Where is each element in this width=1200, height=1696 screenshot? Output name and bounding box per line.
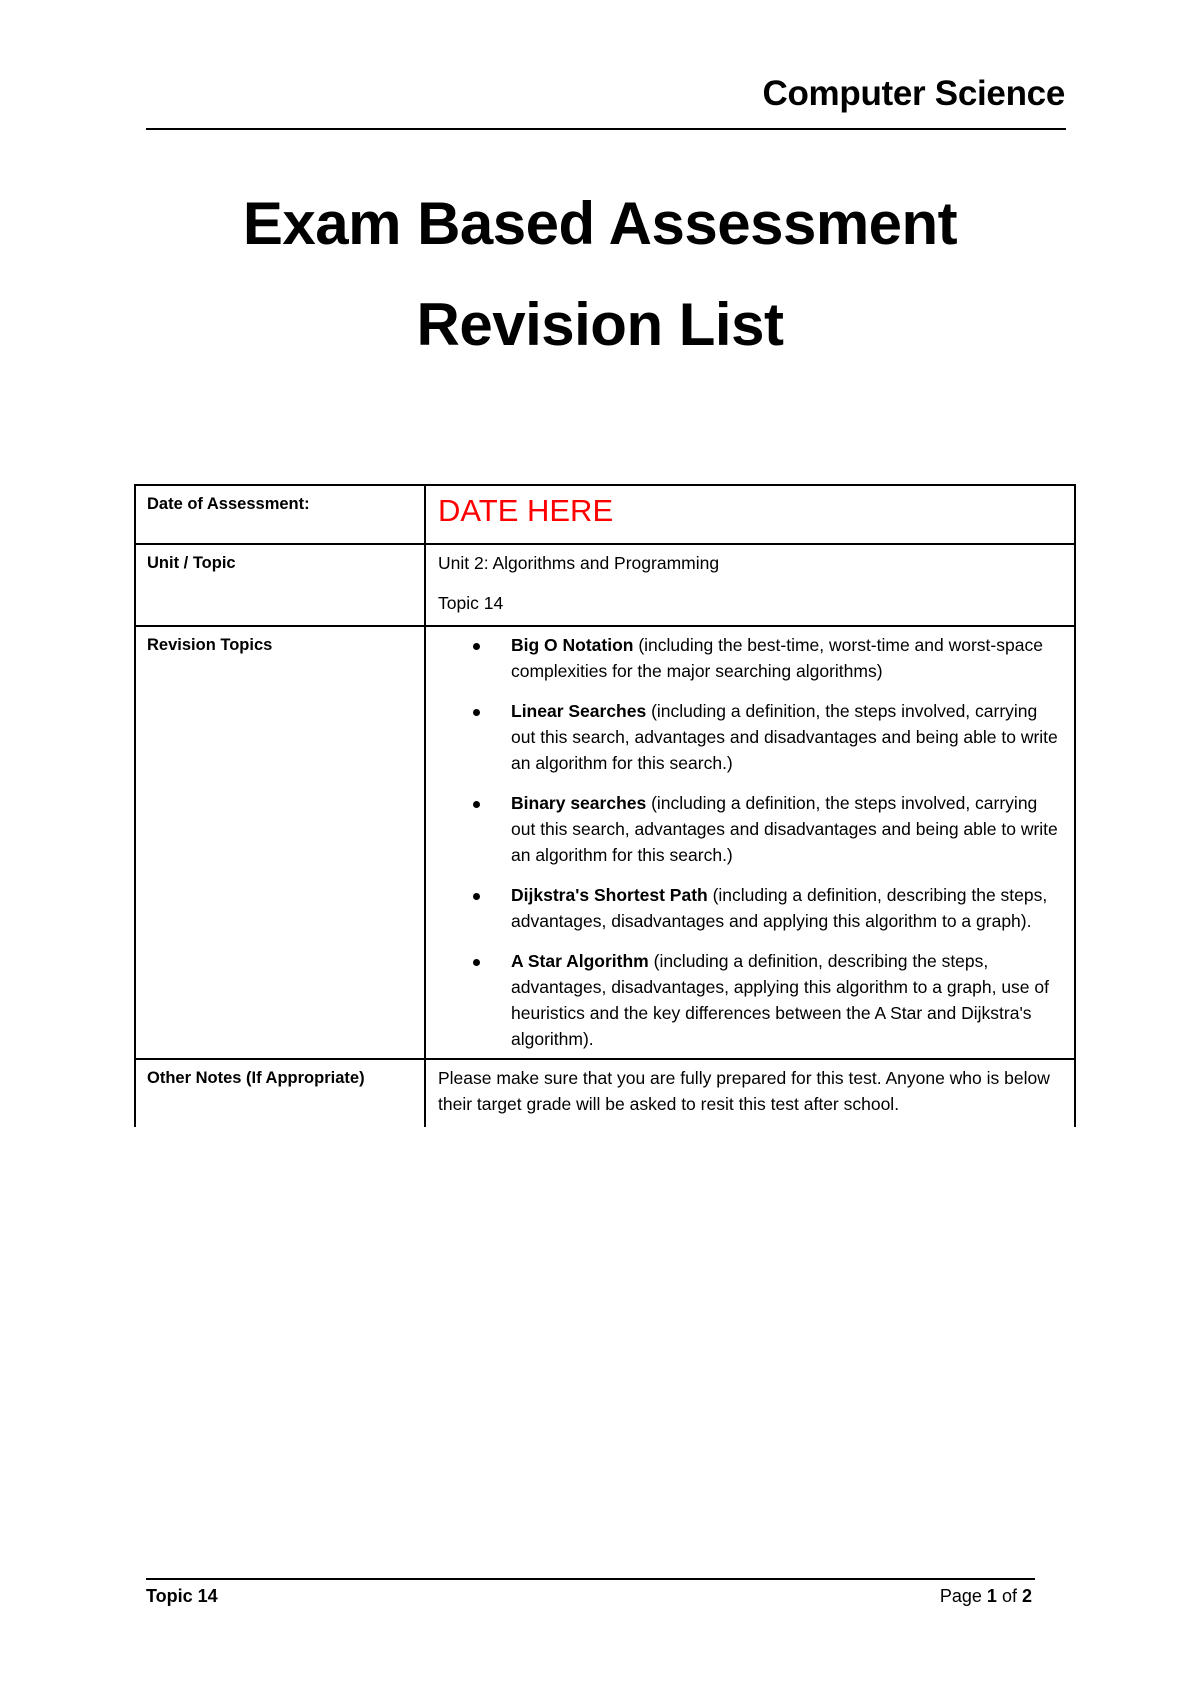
topic-title: Dijkstra's Shortest Path xyxy=(511,885,708,905)
table-row-unit xyxy=(135,544,1075,626)
notes-value: Please make sure that you are fully prepared for this test. Anyone who is below their target grade will be asked to resit this test after school. xyxy=(425,1059,1075,1127)
bullet-icon xyxy=(473,801,480,808)
page-total: 2 xyxy=(1021,1586,1032,1606)
table-row-date xyxy=(135,485,1075,544)
assessment-info-table xyxy=(134,484,1076,1127)
document-subtitle: Revision List xyxy=(416,291,784,358)
unit-label: Unit / Topic xyxy=(135,544,425,626)
topic-detail: (including a definition, the steps involved, carrying out this search, advantages and disadvantages and being able to write an algorithm for this search.) xyxy=(511,701,1058,773)
bullet-icon xyxy=(473,643,480,650)
bullet-icon xyxy=(473,959,480,966)
list-item xyxy=(438,698,1060,776)
topic-title: Binary searches xyxy=(511,793,647,813)
revision-cell xyxy=(425,626,1075,1059)
date-value: DATE HERE xyxy=(438,493,614,528)
page-number: 1 xyxy=(986,1586,997,1606)
topic-title: Big O Notation xyxy=(511,635,634,655)
table-row-notes xyxy=(135,1059,1075,1127)
date-cell xyxy=(425,485,1075,544)
revision-label: Revision Topics xyxy=(135,626,425,1059)
page-indicator xyxy=(940,1586,1032,1607)
list-item xyxy=(438,948,1060,1052)
bullet-icon xyxy=(473,893,480,900)
bullet-icon xyxy=(473,709,480,716)
table-row-revision xyxy=(135,626,1075,1059)
page-word: Page xyxy=(939,1586,982,1606)
topic-detail: (including a definition, describing the steps, advantages, disadvantages and applying this algorithm to a graph). xyxy=(511,885,1048,931)
unit-cell xyxy=(425,544,1075,626)
list-item xyxy=(438,882,1060,934)
list-item xyxy=(438,632,1060,684)
revision-topics-list xyxy=(438,632,1060,1052)
topic-detail: (including a definition, describing the steps, advantages, disadvantages, applying this algorithm to a graph, use of heuristics and the key differences between the A Star and Dijkstra's algorithm). xyxy=(511,951,1049,1049)
topic-title: Linear Searches xyxy=(511,701,647,721)
footer-divider xyxy=(146,1578,1035,1580)
header-subject: Computer Science xyxy=(762,74,1065,113)
topic-name: Topic 14 xyxy=(438,593,504,613)
topic-detail: (including a definition, the steps involved, carrying out this search, advantages and disadvantages and being able to write an algorithm for this search.) xyxy=(511,793,1058,865)
of-word: of xyxy=(1001,1586,1017,1606)
document-title: Exam Based Assessment xyxy=(242,190,958,257)
notes-label: Other Notes (If Appropriate) xyxy=(135,1059,425,1127)
topic-detail: (including the best-time, worst-time and worst-space complexities for the major searching algorithms) xyxy=(511,635,1043,681)
list-item xyxy=(438,790,1060,868)
unit-name: Unit 2: Algorithms and Programming xyxy=(438,553,720,573)
footer-topic: Topic 14 xyxy=(146,1586,218,1606)
date-label: Date of Assessment: xyxy=(135,485,425,544)
topic-title: A Star Algorithm xyxy=(511,951,649,971)
header-divider xyxy=(146,128,1066,130)
